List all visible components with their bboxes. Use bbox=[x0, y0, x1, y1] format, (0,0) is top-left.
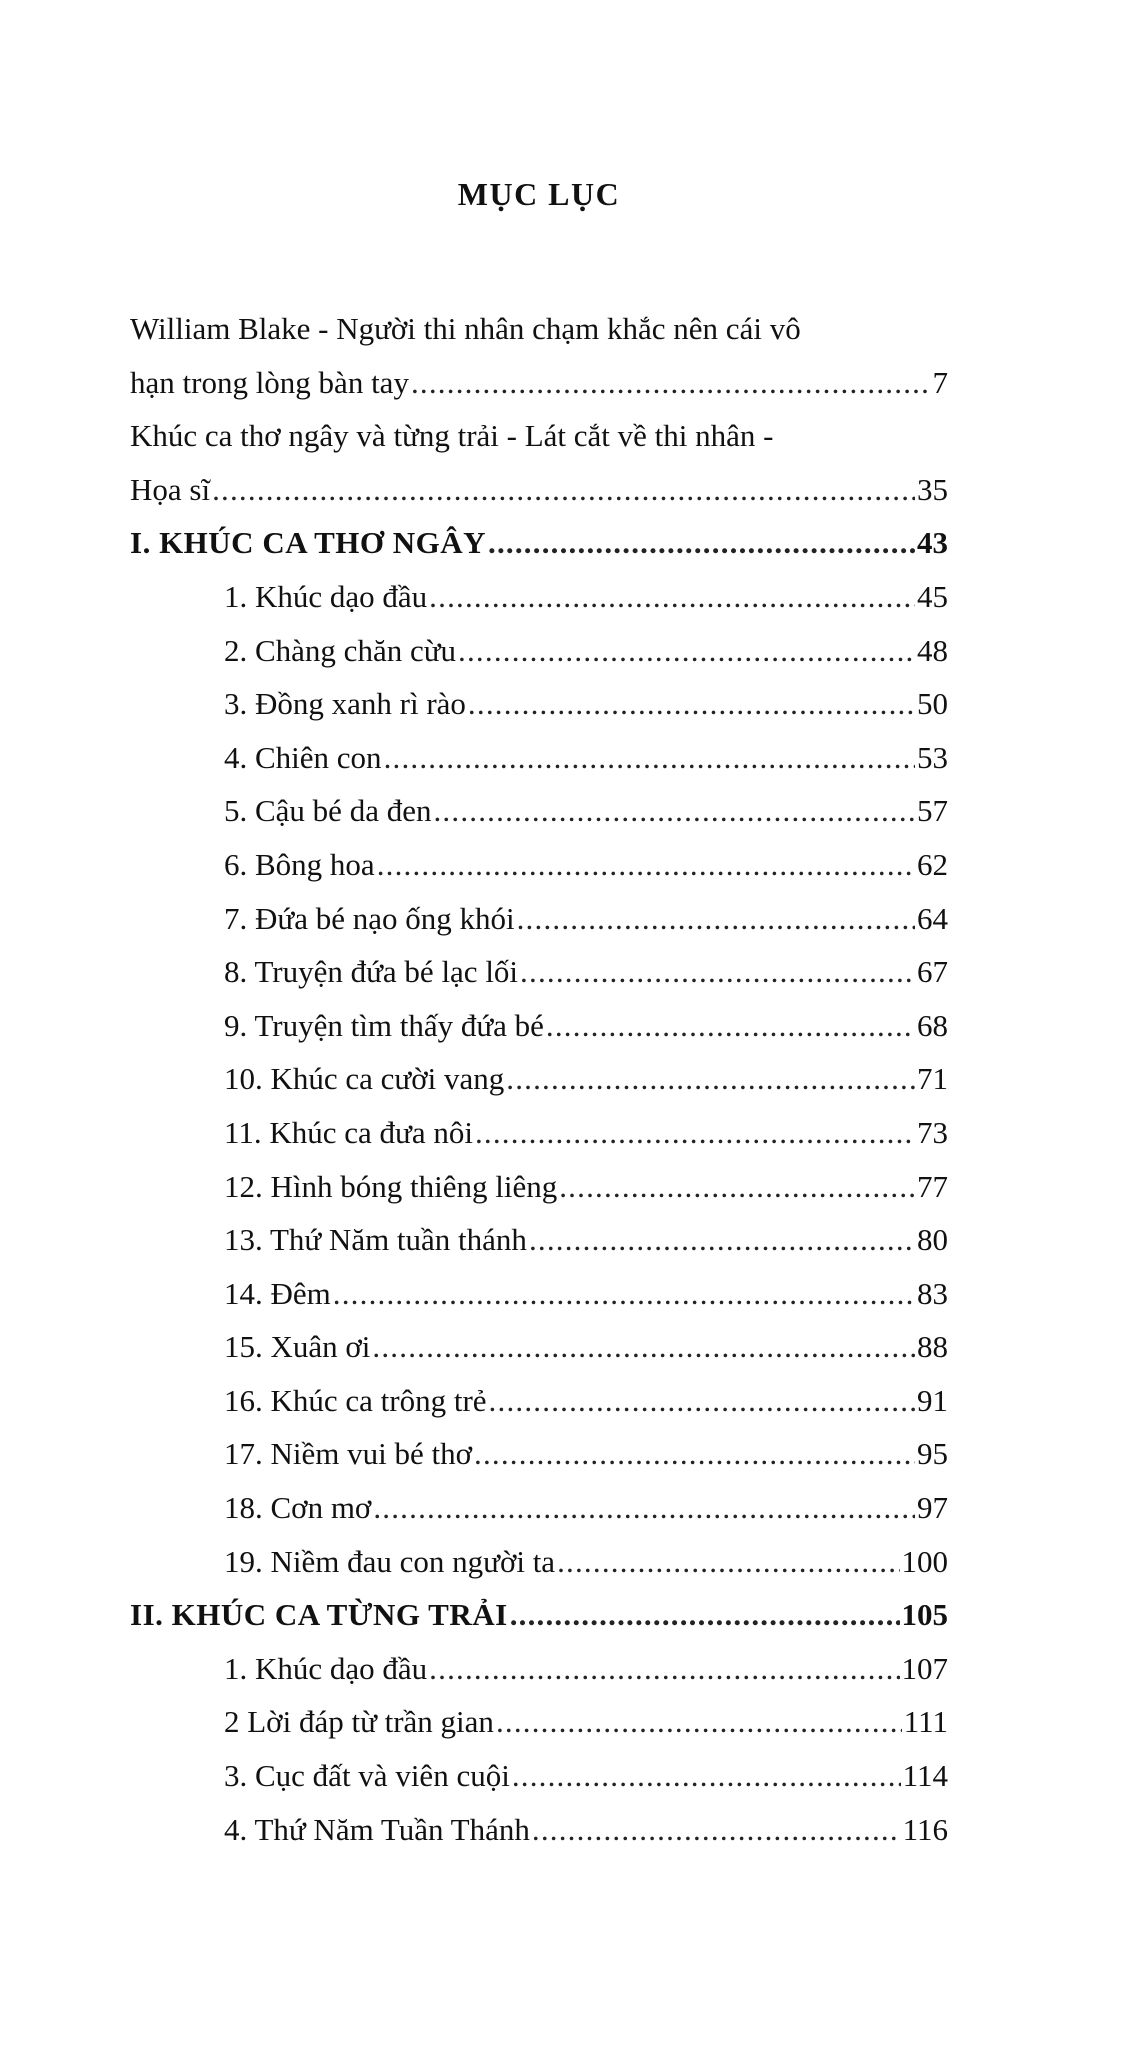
toc-item[interactable] bbox=[130, 1160, 948, 1214]
toc-item[interactable] bbox=[130, 838, 948, 892]
page-number: 45 bbox=[917, 578, 948, 614]
dot-leader bbox=[433, 784, 915, 838]
dot-leader bbox=[496, 1695, 902, 1749]
page-number: 48 bbox=[917, 632, 948, 668]
toc-item[interactable] bbox=[130, 945, 948, 999]
toc-item-label: 9. Truyện tìm thấy đứa bé bbox=[224, 1007, 544, 1043]
toc-entry-text-line2: Họa sĩ bbox=[130, 471, 211, 507]
page-number: 114 bbox=[902, 1758, 948, 1794]
dot-leader bbox=[411, 356, 931, 410]
toc-entry-text-line2: hạn trong lòng bàn tay bbox=[130, 364, 409, 400]
page-number: 111 bbox=[903, 1704, 948, 1740]
toc-section-heading[interactable] bbox=[130, 1588, 948, 1642]
dot-leader bbox=[212, 463, 915, 517]
toc-item-label: 4. Chiên con bbox=[224, 739, 382, 775]
dot-leader bbox=[546, 999, 915, 1053]
page-number: 83 bbox=[917, 1275, 948, 1311]
page-number: 88 bbox=[917, 1329, 948, 1365]
page-number: 116 bbox=[902, 1811, 948, 1847]
dot-leader bbox=[506, 1052, 915, 1106]
toc-item-label: 12. Hình bóng thiêng liêng bbox=[224, 1168, 558, 1204]
dot-leader bbox=[458, 624, 915, 678]
section-title: I. KHÚC CA THƠ NGÂY bbox=[130, 525, 486, 561]
toc-item[interactable] bbox=[130, 1535, 948, 1589]
page-number: 91 bbox=[917, 1382, 948, 1418]
dot-leader bbox=[372, 1320, 915, 1374]
dot-leader bbox=[512, 1749, 901, 1803]
toc-item[interactable] bbox=[130, 784, 948, 838]
toc-item[interactable] bbox=[130, 1374, 948, 1428]
dot-leader bbox=[520, 945, 915, 999]
page-number: 64 bbox=[917, 900, 948, 936]
toc-item-label: 8. Truyện đứa bé lạc lối bbox=[224, 954, 519, 990]
dot-leader bbox=[489, 1374, 915, 1428]
page-number: 100 bbox=[901, 1543, 948, 1579]
dot-leader bbox=[529, 1213, 915, 1267]
dot-leader bbox=[474, 1427, 915, 1481]
toc-item[interactable] bbox=[130, 1267, 948, 1321]
toc-item-label: 18. Cơn mơ bbox=[224, 1490, 372, 1526]
toc-item[interactable] bbox=[130, 1695, 948, 1749]
dot-leader bbox=[475, 1106, 915, 1160]
toc-item[interactable] bbox=[130, 1052, 948, 1106]
toc-item-label: 2. Chàng chăn cừu bbox=[224, 632, 457, 668]
toc-item-label: 10. Khúc ca cười vang bbox=[224, 1061, 505, 1097]
toc-entry-text-line1: Khúc ca thơ ngây và từng trải - Lát cắt về thi nhân - bbox=[130, 418, 774, 454]
toc-entry-front-matter[interactable] bbox=[130, 409, 948, 516]
toc-item-label: 14. Đêm bbox=[224, 1275, 331, 1311]
toc-item[interactable] bbox=[130, 1106, 948, 1160]
toc-item[interactable] bbox=[130, 677, 948, 731]
page-number: 57 bbox=[917, 793, 948, 829]
toc-item-label: 19. Niềm đau con người ta bbox=[224, 1543, 556, 1579]
toc-section-heading[interactable] bbox=[130, 516, 948, 570]
toc-item-label: 1. Khúc dạo đầu bbox=[224, 1650, 428, 1686]
page-number: 67 bbox=[917, 954, 948, 990]
page-number: 35 bbox=[917, 471, 948, 507]
toc-item-label: 7. Đứa bé nạo ống khói bbox=[224, 900, 515, 936]
page-number: 7 bbox=[932, 364, 948, 400]
page-number: 95 bbox=[917, 1436, 948, 1472]
toc-item-label: 6. Bông hoa bbox=[224, 846, 375, 882]
page-number: 73 bbox=[917, 1114, 948, 1150]
page-number: 62 bbox=[917, 846, 948, 882]
toc-item-label: 3. Cục đất và viên cuội bbox=[224, 1758, 510, 1794]
dot-leader bbox=[373, 1481, 915, 1535]
dot-leader bbox=[377, 838, 915, 892]
page-number: 107 bbox=[901, 1650, 948, 1686]
toc-item-label: 2 Lời đáp từ trần gian bbox=[224, 1704, 494, 1740]
dot-leader bbox=[532, 1803, 901, 1857]
toc-item[interactable] bbox=[130, 1213, 948, 1267]
dot-leader bbox=[488, 516, 915, 570]
page-number: 53 bbox=[917, 739, 948, 775]
toc-item[interactable] bbox=[130, 1320, 948, 1374]
toc-item-label: 4. Thứ Năm Tuần Thánh bbox=[224, 1811, 530, 1847]
dot-leader bbox=[384, 731, 915, 785]
toc-entry-text-line1: William Blake - Người thi nhân chạm khắc nên cái vô bbox=[130, 311, 801, 346]
dot-leader bbox=[559, 1160, 915, 1214]
toc-item[interactable] bbox=[130, 731, 948, 785]
toc-item-label: 15. Xuân ơi bbox=[224, 1329, 371, 1365]
dot-leader bbox=[468, 677, 915, 731]
toc-item[interactable] bbox=[130, 570, 948, 624]
page-number: 77 bbox=[917, 1168, 948, 1204]
toc-item-label: 11. Khúc ca đưa nôi bbox=[224, 1114, 473, 1150]
toc-item[interactable] bbox=[130, 1803, 948, 1857]
page-number: 105 bbox=[901, 1597, 948, 1633]
dot-leader bbox=[429, 570, 915, 624]
toc-item[interactable] bbox=[130, 1642, 948, 1696]
page-number: 71 bbox=[917, 1061, 948, 1097]
toc-item-label: 1. Khúc dạo đầu bbox=[224, 578, 428, 614]
page-number: 97 bbox=[917, 1490, 948, 1526]
toc-item-label: 16. Khúc ca trông trẻ bbox=[224, 1382, 487, 1418]
table-of-contents bbox=[130, 302, 948, 1856]
toc-item-label: 13. Thứ Năm tuần thánh bbox=[224, 1222, 527, 1258]
toc-item[interactable] bbox=[130, 624, 948, 678]
toc-entry-front-matter[interactable] bbox=[130, 302, 948, 409]
toc-item-label: 5. Cậu bé da đen bbox=[224, 793, 432, 829]
toc-item[interactable] bbox=[130, 1749, 948, 1803]
toc-item-label: 17. Niềm vui bé thơ bbox=[224, 1436, 472, 1472]
toc-item[interactable] bbox=[130, 892, 948, 946]
page-number: 43 bbox=[917, 525, 948, 561]
toc-item[interactable] bbox=[130, 999, 948, 1053]
dot-leader bbox=[557, 1535, 899, 1589]
section-title: II. KHÚC CA TỪNG TRẢI bbox=[130, 1597, 508, 1633]
page-number: 68 bbox=[917, 1007, 948, 1043]
toc-item[interactable] bbox=[130, 1427, 948, 1481]
toc-item-label: 3. Đồng xanh rì rào bbox=[224, 686, 466, 722]
dot-leader bbox=[517, 892, 915, 946]
dot-leader bbox=[429, 1642, 899, 1696]
page-number: 50 bbox=[917, 686, 948, 722]
dot-leader bbox=[333, 1267, 915, 1321]
page-number: 80 bbox=[917, 1222, 948, 1258]
toc-item[interactable] bbox=[130, 1481, 948, 1535]
dot-leader bbox=[510, 1588, 900, 1642]
page-title: MỤC LỤC bbox=[457, 176, 621, 212]
